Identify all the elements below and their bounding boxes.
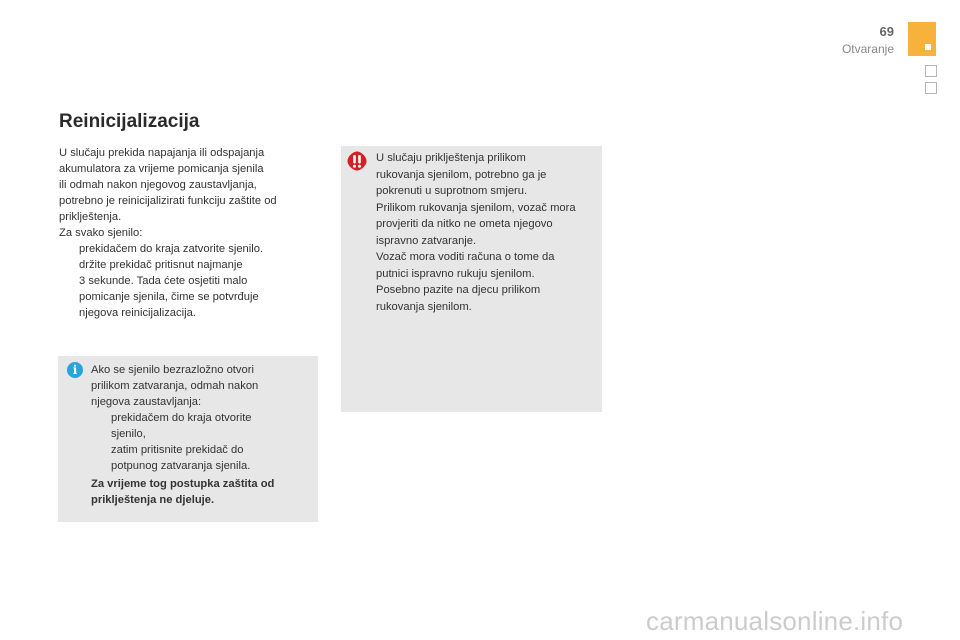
page-title: Reinicijalizacija <box>59 111 200 132</box>
steps-list <box>59 241 321 321</box>
text-line: njegova reinicijalizacija. <box>79 307 196 319</box>
text-line: provjeriti da nitko ne ometa njegovo <box>376 218 553 230</box>
text-line: 3 sekunde. Tada ćete osjetiti malo <box>79 275 248 287</box>
chapter-tab-active[interactable] <box>908 22 936 56</box>
text-line: pomicanje sjenila, čime se potvrđuje <box>79 291 259 303</box>
info-intro <box>91 362 309 410</box>
info-steps-list <box>91 410 309 474</box>
list-item <box>59 241 321 257</box>
warning-box <box>341 146 602 412</box>
text-line: priklještenja. <box>59 211 122 223</box>
text-line: ili odmah nakon njegovog zaustavljanja, <box>59 179 257 191</box>
text-line: akumulatora za vrijeme pomicanja sjenila <box>59 163 264 175</box>
text-line: prilikom zatvaranja, odmah nakon <box>91 380 259 392</box>
watermark: carmanualsonline.info <box>646 606 904 636</box>
text-line: potpunog zatvaranja sjenila. <box>111 460 251 472</box>
info-bold-note <box>91 476 309 508</box>
text-line: rukovanja sjenilom, potrebno ga je <box>376 168 547 181</box>
chapter-tab[interactable] <box>925 65 937 77</box>
text-line: zatim pritisnite prekidač do <box>111 444 244 456</box>
info-icon: i <box>67 362 83 378</box>
text-line: Ako se sjenilo bezrazložno otvori <box>91 364 254 376</box>
text-line: potrebno je reinicijalizirati funkciju zaštite od <box>59 195 277 207</box>
list-item <box>91 442 309 474</box>
text-line: U slučaju prekida napajanja ili odspajanja <box>59 147 265 159</box>
text-line: njegova zaustavljanja: <box>91 396 202 408</box>
text-line: putnici ispravno rukuju sjenilom. <box>376 267 535 280</box>
tab-dot-icon <box>925 44 931 50</box>
list-item <box>59 257 321 321</box>
warning-text <box>376 150 600 315</box>
section-label: Otvaranje <box>841 42 894 56</box>
text-line: U slučaju priklještenja prilikom <box>376 152 526 164</box>
for-each-label: Za svako sjenilo: <box>59 227 143 239</box>
text-line: ispravno zatvaranje. <box>376 234 477 247</box>
intro-text <box>59 145 321 321</box>
info-text <box>91 362 309 508</box>
text-line: Posebno pazite na djecu prilikom <box>376 284 541 296</box>
info-box <box>58 356 318 522</box>
text-line: držite prekidač pritisnut najmanje <box>79 259 243 271</box>
list-item <box>91 410 309 442</box>
text-line: pokrenuti u suprotnom smjeru. <box>376 185 528 197</box>
text-line: priklještenja ne djeluje. <box>91 494 215 506</box>
text-line: prekidačem do kraja otvorite <box>111 412 252 424</box>
text-line: Za vrijeme tog postupka zaštita od <box>91 478 275 490</box>
text-line: rukovanja sjenilom. <box>376 300 472 313</box>
text-line: Vozač mora voditi računa o tome da <box>376 251 555 263</box>
chapter-tab[interactable] <box>925 82 937 94</box>
page-number: 69 <box>879 24 894 39</box>
text-line: prekidačem do kraja zatvorite sjenilo. <box>79 243 264 255</box>
intro-paragraph <box>59 145 321 225</box>
text-line: Prilikom rukovanja sjenilom, vozač mora <box>376 201 576 214</box>
warning-icon <box>346 150 368 172</box>
text-line: sjenilo, <box>111 428 146 440</box>
